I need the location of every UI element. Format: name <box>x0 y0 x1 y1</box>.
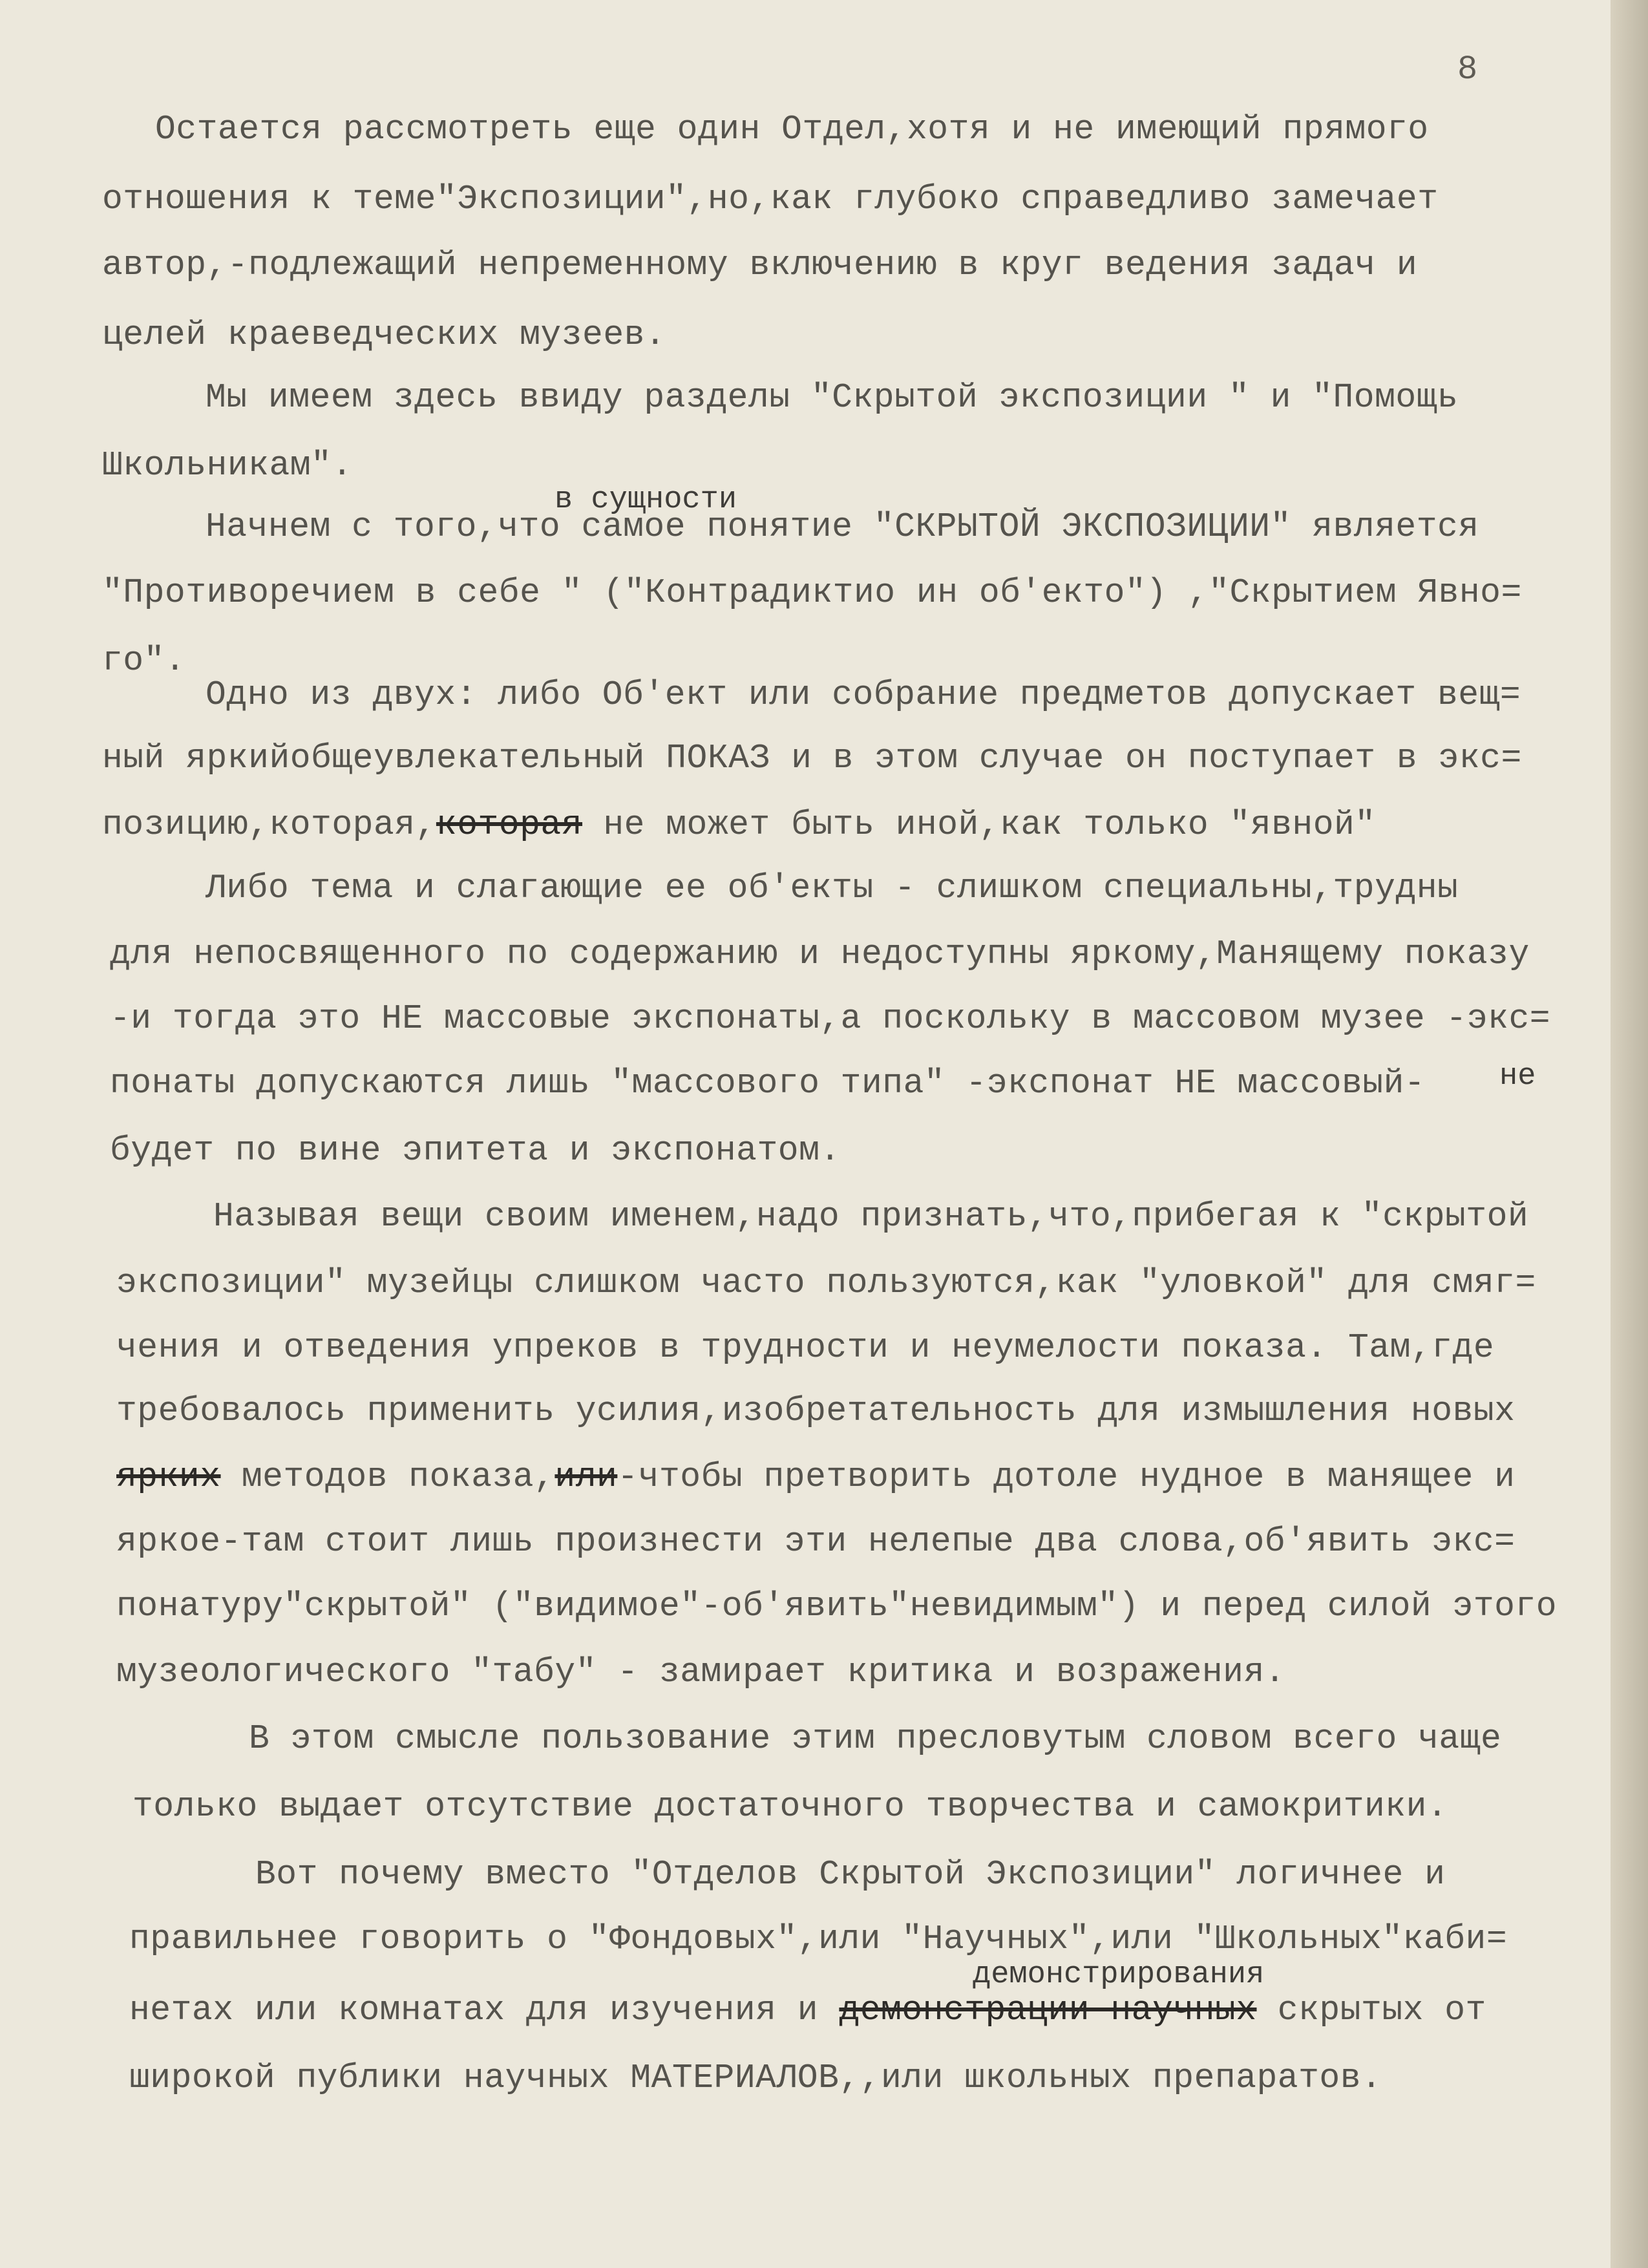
text-line-19: экспозиции" музейцы слишком часто пользуются,как "уловкой" для смяг= <box>116 1264 1536 1302</box>
struck-word: ярких <box>116 1457 221 1496</box>
text-line-12: позицию,которая,которая не может быть иной,как только "явной" <box>102 805 1376 844</box>
text-line-9: го". <box>102 641 186 680</box>
text-line-20: чения и отведения упреков в трудности и неумелости показа. Там,где <box>116 1328 1495 1367</box>
text-line-11: ный яркийобщеувлекательный ПОКАЗ и в этом случае он поступает в экс= <box>102 739 1522 778</box>
text-line-14: для непосвященного по содержанию и недоступны яркому,Манящему показу <box>110 935 1530 973</box>
text-line-13: Либо тема и слагающие ее об'екты - слишком специальны,трудны <box>206 869 1459 907</box>
struck-word: которая <box>436 805 583 844</box>
text-line-25: музеологического "табу" - замирает критика и возражения. <box>116 1653 1286 1691</box>
text-line-23: яркое-там стоит лишь произнести эти нелепые два слова,об'явить экс= <box>116 1522 1516 1561</box>
text-line-24: понатуру"скрытой" ("видимое"-об'явить"невидимым") и перед силой этого <box>116 1587 1558 1626</box>
text-line-17: будет по вине эпитета и экспонатом. <box>110 1131 841 1170</box>
page-number: 8 <box>1457 50 1478 89</box>
text-line-6: Школьникам". <box>102 446 353 485</box>
text-line-16: понаты допускаются лишь "массового типа" -экспонат НЕ массовый- <box>110 1064 1426 1103</box>
text-line-7: Начнем с того,что самое понятие "СКРЫТОЙ ЭКСПОЗИЦИИ" является <box>206 507 1479 546</box>
text-line-29: правильнее говорить о "Фондовых",или "Научных",или "Школьных"каби= <box>129 1920 1508 1958</box>
page-edge <box>1611 0 1648 2268</box>
text-line-31: широкой публики научных МАТЕРИАЛОВ,,или школьных препаратов. <box>129 2059 1382 2097</box>
text-line-2: отношения к теме"Экспозиции",но,как глубоко справедливо замечает <box>102 180 1439 218</box>
text-line-21: требовалось применить усилия,изобретательность для измышления новых <box>116 1392 1516 1430</box>
handwritten-insertion-ne: не <box>1499 1059 1536 1094</box>
text-line-18: Называя вещи своим именем,надо признать,что,прибегая к "скрытой <box>213 1197 1529 1236</box>
text-line-28: Вот почему вместо "Отделов Скрытой Экспозиции" логичнее и <box>255 1855 1446 1894</box>
text-line-4: целей краеведческих музеев. <box>102 315 666 354</box>
text-line-26: В этом смысле пользование этим пресловутым словом всего чаще <box>249 1719 1502 1758</box>
text-line-22: ярких методов показа,или-чтобы претворить дотоле нудное в манящее и <box>116 1457 1516 1496</box>
text-line-10: Одно из двух: либо Об'ект или собрание предметов допускает вещ= <box>206 675 1521 714</box>
text-line-15: -и тогда это НЕ массовые экспонаты,а поскольку в массовом музее -экс= <box>110 999 1551 1038</box>
struck-word: или <box>555 1457 618 1496</box>
text-line-5: Мы имеем здесь ввиду разделы "Скрытой экспозиции " и "Помощь <box>206 378 1459 417</box>
text-line-30: нетах или комнатах для изучения и демонстрации научных скрытых от <box>129 1991 1486 2030</box>
text-line-27: только выдает отсутствие достаточного творчества и самокритики. <box>132 1787 1448 1826</box>
text-line-1: Остается рассмотреть еще один Отдел,хотя и не имеющий прямого <box>155 110 1429 149</box>
struck-word: демонстрации научных <box>839 1991 1257 2030</box>
handwritten-insertion-demonstrirovaniya: демонстрирования <box>973 1958 1265 1992</box>
text-line-3: автор,-подлежащий непременному включению в круг ведения задач и <box>102 246 1418 284</box>
handwritten-insertion-v-sushchnosti: в сущности <box>555 483 737 517</box>
text-line-8: "Противоречием в себе " ("Контрадиктио ин об'екто") ,"Скрытием Явно= <box>102 573 1522 612</box>
